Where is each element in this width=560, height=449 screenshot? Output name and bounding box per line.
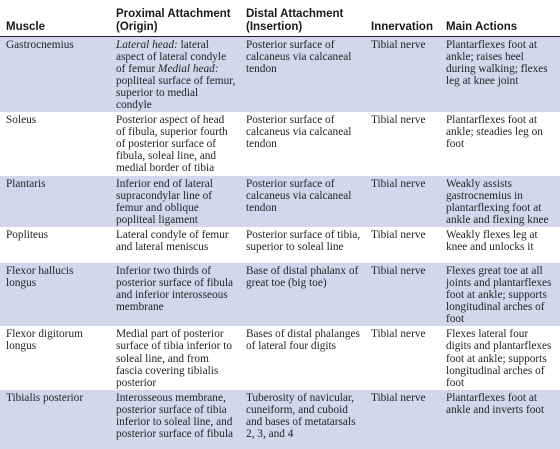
cell-origin: Inferior two thirds of posterior surface of fibula and inferior interosseous membrane	[110, 263, 240, 326]
column-header-actions: Main Actions	[440, 0, 560, 36]
cell-insertion: Posterior surface of calcaneus via calcaneal tendon	[240, 112, 365, 175]
cell-innervation: Tibial nerve	[365, 227, 440, 263]
cell-muscle: Soleus	[0, 112, 110, 175]
origin-lateral-head-text: lateral aspect of lateral condyle of femur	[116, 38, 227, 75]
cell-insertion: Base of distal phalanx of great toe (big toe)	[240, 263, 365, 326]
table-row	[0, 176, 560, 227]
cell-innervation: Tibial nerve	[365, 263, 440, 326]
cell-actions: Flexes lateral four digits and plantarflexes foot at ankle; supports longitudinal arches of foot	[440, 326, 560, 389]
cell-actions: Plantarflexes foot at ankle; raises heel during walking; flexes leg at knee joint	[440, 36, 560, 112]
cell-insertion: Posterior surface of tibia, superior to soleal line	[240, 227, 365, 263]
cell-actions: Flexes great toe at all joints and plantarflexes foot at ankle; supports longitudinal arches of foot	[440, 263, 560, 326]
column-header-insertion: Distal Attachment (Insertion)	[240, 0, 365, 36]
cell-innervation: Tibial nerve	[365, 36, 440, 112]
cell-origin: Medial part of posterior surface of tibia inferior to soleal line, and from fascia covering tibialis posterior	[110, 326, 240, 389]
cell-insertion: Posterior surface of calcaneus via calcaneal tendon	[240, 176, 365, 227]
table-row	[0, 36, 560, 112]
cell-muscle: Flexor hallucis longus	[0, 263, 110, 326]
cell-origin: Posterior aspect of head of fibula, superior fourth of posterior surface of fibula, soleal line, and medial border of tibia	[110, 112, 240, 175]
cell-innervation: Tibial nerve	[365, 112, 440, 175]
cell-innervation: Tibial nerve	[365, 390, 440, 449]
column-header-innervation: Innervation	[365, 0, 440, 36]
cell-insertion: Posterior surface of calcaneus via calcaneal tendon	[240, 36, 365, 112]
origin-medial-head-text: popliteal surface of femur, superior to medial condyle	[116, 74, 236, 111]
cell-origin: Lateral condyle of femur and lateral meniscus	[110, 227, 240, 263]
column-header-muscle: Muscle	[0, 0, 110, 36]
cell-muscle: Gastrocnemius	[0, 36, 110, 112]
table-row	[0, 390, 560, 449]
column-header-origin: Proximal Attachment (Origin)	[110, 0, 240, 36]
cell-actions: Weakly assists gastrocnemius in plantarflexing foot at ankle and flexing knee	[440, 176, 560, 227]
cell-actions: Plantarflexes foot at ankle and inverts foot	[440, 390, 560, 449]
cell-origin: Interosseous membrane, posterior surface of tibia inferior to soleal line, and posterior surface of fibula	[110, 390, 240, 449]
origin-medial-head-label: Medial head:	[158, 62, 219, 75]
cell-muscle: Popliteus	[0, 227, 110, 263]
cell-muscle: Tibialis posterior	[0, 390, 110, 449]
table-header-row	[0, 0, 560, 36]
cell-origin	[110, 36, 240, 112]
cell-actions: Weakly flexes leg at knee and unlocks it	[440, 227, 560, 263]
cell-insertion: Bases of distal phalanges of lateral four digits	[240, 326, 365, 389]
table-row	[0, 326, 560, 389]
origin-lateral-head-label: Lateral head:	[116, 38, 178, 51]
cell-muscle: Flexor digitorum longus	[0, 326, 110, 389]
table-row	[0, 112, 560, 175]
cell-actions: Plantarflexes foot at ankle; steadies leg on foot	[440, 112, 560, 175]
cell-insertion: Tuberosity of navicular, cuneiform, and cuboid and bases of metatarsals 2, 3, and 4	[240, 390, 365, 449]
table-row	[0, 227, 560, 263]
cell-muscle: Plantaris	[0, 176, 110, 227]
cell-innervation: Tibial nerve	[365, 176, 440, 227]
cell-innervation: Tibial nerve	[365, 326, 440, 389]
cell-origin: Inferior end of lateral supracondylar line of femur and oblique popliteal ligament	[110, 176, 240, 227]
table-row	[0, 263, 560, 326]
